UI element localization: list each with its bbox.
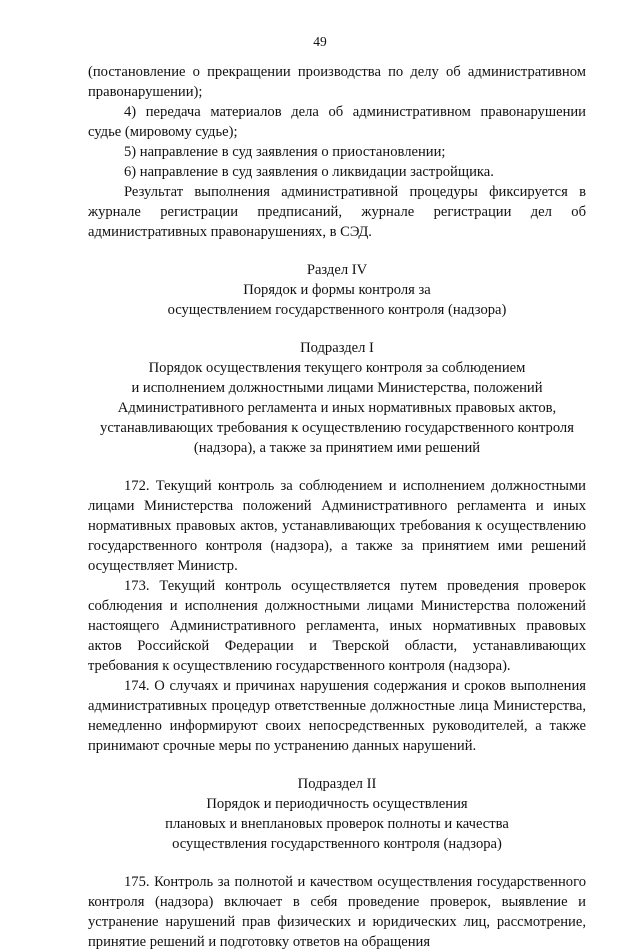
subsection-title-line: плановых и внеплановых проверок полноты и качества <box>165 816 509 832</box>
paragraph: 5) направление в суд заявления о приостановлении; <box>124 144 446 160</box>
document-body <box>88 62 586 952</box>
subsection-title-line: устанавливающих требования к осуществлению государственного контроля <box>100 420 574 436</box>
paragraph: 173. Текущий контроль осуществляется путем проведения проверок соблюдения и исполнения должностными лицами Министерства положений настоящего Административного регламента, иных нормативных правовых актов Российской Федерации и Тверской области, устанавливающих требования к осуществлению государственного контроля (надзора). <box>88 578 586 674</box>
subsection-heading: Подраздел II <box>297 776 377 792</box>
paragraph: 174. О случаях и причинах нарушения содержания и сроков выполнения административных процедур ответственные должностные лица Министерства, немедленно информируют своих непосредственных руководителей, а также принимают срочные меры по устранению данных нарушений. <box>88 678 586 754</box>
paragraph: 4) передача материалов дела об административном правонарушении судье (мировому судье); <box>88 104 586 140</box>
subsection-title-line: (надзора), а также за принятием ими решений <box>193 440 481 456</box>
subsection-title-line: Административного регламента и иных нормативных правовых актов, <box>117 400 557 416</box>
paragraph: 172. Текущий контроль за соблюдением и исполнением должностными лицами Министерства положений Административного регламента и иных нормативных правовых актов, устанавливающих требования к осуществлению государственного контроля (надзора), а также за принятием ими решений осуществляет Министр. <box>88 478 586 574</box>
subsection-title-line: Порядок осуществления текущего контроля за соблюдением <box>148 360 526 376</box>
paragraph: (постановление о прекращении производства по делу об административном правонарушении); <box>88 64 586 100</box>
subsection-heading: Подраздел I <box>300 340 374 356</box>
section-heading: Раздел IV <box>306 262 368 278</box>
paragraph: 175. Контроль за полнотой и качеством осуществления государственного контроля (надзора) включает в себя проведение проверок, выявление и устранение нарушений прав физических и юридических лиц, рассмотрение, принятие решений и подготовку ответов на обращения <box>88 874 586 950</box>
section-title-line: осуществлением государственного контроля (надзора) <box>167 302 507 318</box>
paragraph: Результат выполнения административной процедуры фиксируется в журнале регистрации предписаний, журнале регистрации дел об административных правонарушениях, в СЭД. <box>88 184 586 240</box>
subsection-title-line: и исполнением должностными лицами Министерства, положений <box>131 380 543 396</box>
paragraph: 6) направление в суд заявления о ликвидации застройщика. <box>124 164 494 180</box>
page-number: 49 <box>313 34 327 49</box>
subsection-title-line: Порядок и периодичность осуществления <box>206 796 468 812</box>
section-title-line: Порядок и формы контроля за <box>243 282 431 298</box>
subsection-title-line: осуществления государственного контроля (надзора) <box>172 836 502 852</box>
